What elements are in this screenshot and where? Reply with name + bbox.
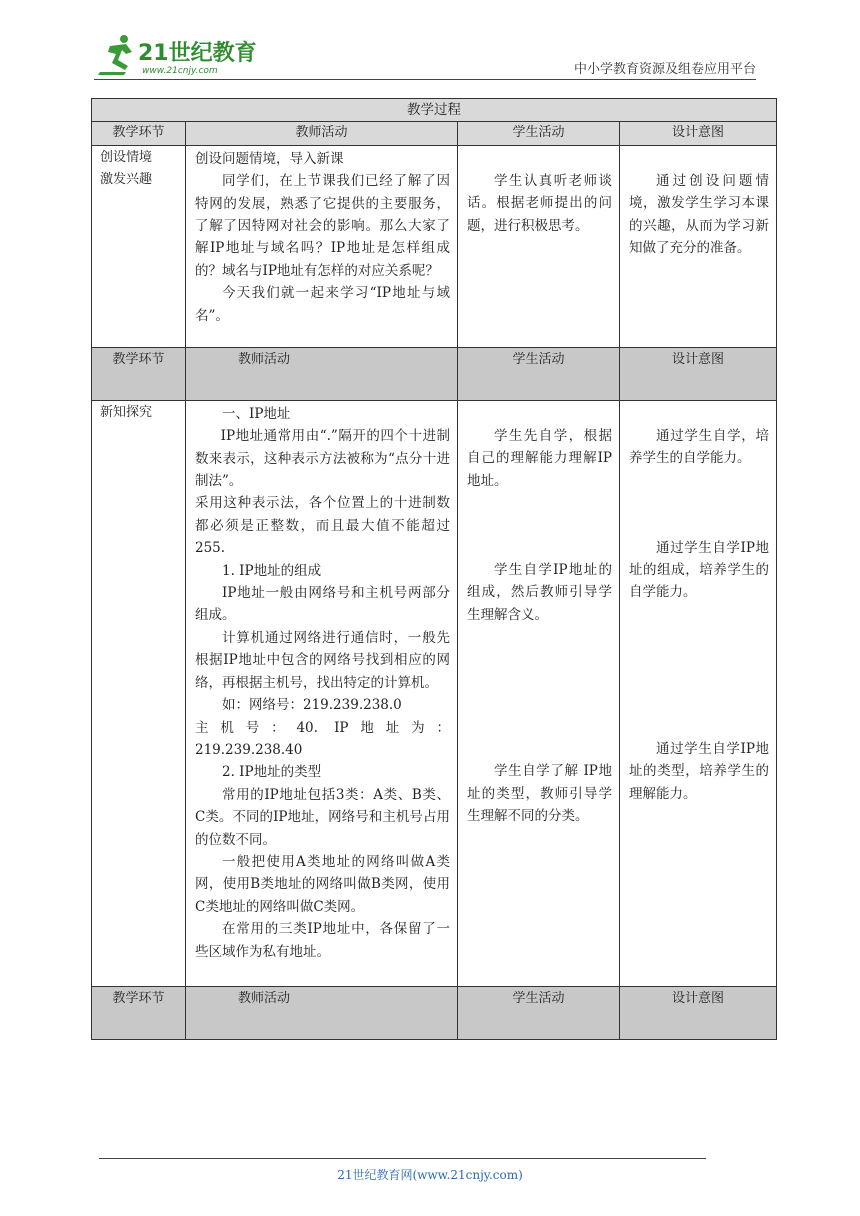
teacher-activity-cell [186, 400, 458, 986]
student-paragraph: 学生认真听老师谈话。根据老师提出的问题，进行积极思考。 [467, 172, 612, 234]
column-header-teacher: 教师活动 [186, 347, 458, 400]
intent-paragraph: 通过创设问题情境，激发学生学习本课的兴趣，从而为学习新知做了充分的准备。 [629, 172, 769, 257]
column-header-teacher: 教师活动 [186, 986, 458, 1039]
teacher-paragraph: 常用的IP地址包括3类：A类、B类、C类。不同的IP地址，网络号和主机号占用的位数不同。 [195, 786, 450, 848]
platform-name: 中小学教育资源及组卷应用平台 [573, 62, 756, 77]
header-divider [94, 79, 756, 80]
column-header-stage: 教学环节 [92, 986, 186, 1039]
column-header-student: 学生活动 [458, 347, 620, 400]
page-footer: 21世纪教育网(www.21cnjy.com) [337, 1168, 523, 1182]
subsection-heading: 2. IP地址的类型 [222, 764, 322, 781]
column-header-teacher: 教师活动 [186, 122, 458, 145]
logo-21cnjy [96, 32, 266, 78]
column-header-intent: 设计意图 [620, 986, 777, 1039]
teacher-paragraph: 今天我们就一起来学习“IP地址与域名”。 [195, 285, 450, 324]
stage-label: 激发兴趣 [100, 172, 153, 188]
column-header-row [92, 986, 777, 1039]
column-header-intent: 设计意图 [620, 122, 777, 145]
column-header-student: 学生活动 [458, 986, 620, 1039]
design-intent-cell [620, 400, 777, 986]
stage-cell [92, 145, 186, 347]
column-header-row [92, 122, 777, 145]
subsection-heading: 1. IP地址的组成 [222, 562, 322, 579]
column-header-stage: 教学环节 [92, 347, 186, 400]
column-header-student: 学生活动 [458, 122, 620, 145]
teacher-paragraph: IP地址通常用由“.”隔开的四个十进制数来表示，这种表示方法被称为“点分十进制法”。 [195, 428, 450, 490]
stage-cell [92, 400, 186, 986]
teacher-paragraph: 同学们，在上节课我们已经了解了因特网的发展，熟悉了它提供的主要服务，了解了因特网对社会的影响。那么大家了解IP地址与域名吗？IP地址是怎样组成的？域名与IP地址有怎样的对应关系呢？ [195, 173, 450, 279]
column-header-stage: 教学环节 [92, 122, 186, 145]
logo-url: www.21cnjy.com [142, 66, 218, 76]
intent-paragraph: 通过学生自学，培养学生的自学能力。 [629, 427, 769, 467]
table-title-row [92, 99, 777, 122]
student-paragraph: 学生先自学，根据自己的理解能力理解IP地址。 [467, 427, 612, 489]
teacher-paragraph: 在常用的三类IP地址中，各保留了一些区域作为私有地址。 [195, 921, 450, 960]
column-header-intent: 设计意图 [620, 347, 777, 400]
student-activity-cell [458, 400, 620, 986]
stage-label: 创设情境 [100, 149, 153, 165]
footer-divider [99, 1158, 706, 1159]
intent-paragraph: 通过学生自学IP地址的组成，培养学生的自学能力。 [629, 539, 769, 601]
table-title: 教学过程 [92, 99, 777, 122]
logo-wordmark: 21世纪教育 [138, 41, 257, 66]
teacher-paragraph: 采用这种表示法，各个位置上的十进制数都必须是正整数，而且最大值不能超过255. [195, 495, 450, 557]
teacher-paragraph: 创设问题情境，导入新课 [195, 150, 344, 167]
teacher-paragraph: 计算机通过网络进行通信时，一般先根据IP地址中包含的网络号找到相应的网络，再根据主机号，找出特定的计算机。 [195, 629, 450, 691]
teacher-paragraph: IP地址一般由网络号和主机号两部分组成。 [195, 585, 450, 624]
table-row [92, 400, 777, 986]
student-paragraph: 学生自学了解 IP地址的类型，教师引导学生理解不同的分类。 [467, 763, 612, 825]
student-paragraph: 学生自学IP地址的组成，然后教师引导学生理解含义。 [467, 562, 612, 623]
table-row [92, 145, 777, 347]
teacher-activity-cell [186, 145, 458, 347]
teacher-paragraph: 主机号：40. IP地址为：219.239.238.40 [195, 719, 450, 758]
design-intent-cell [620, 145, 777, 347]
lesson-process-table [91, 98, 777, 1040]
teacher-paragraph: 如：网络号：219.239.238.0 [222, 697, 402, 714]
teacher-paragraph: 一般把使用A类地址的网络叫做A类网，使用B类地址的网络叫做B类网，使用C类地址的网络叫做C类网。 [195, 853, 450, 915]
stage-label: 新知探究 [100, 404, 153, 420]
section-heading: 一、IP地址 [222, 405, 291, 422]
column-header-row [92, 347, 777, 400]
intent-paragraph: 通过学生自学IP地址的类型，培养学生的理解能力。 [629, 740, 769, 802]
page-header [0, 0, 860, 80]
student-activity-cell [458, 145, 620, 347]
